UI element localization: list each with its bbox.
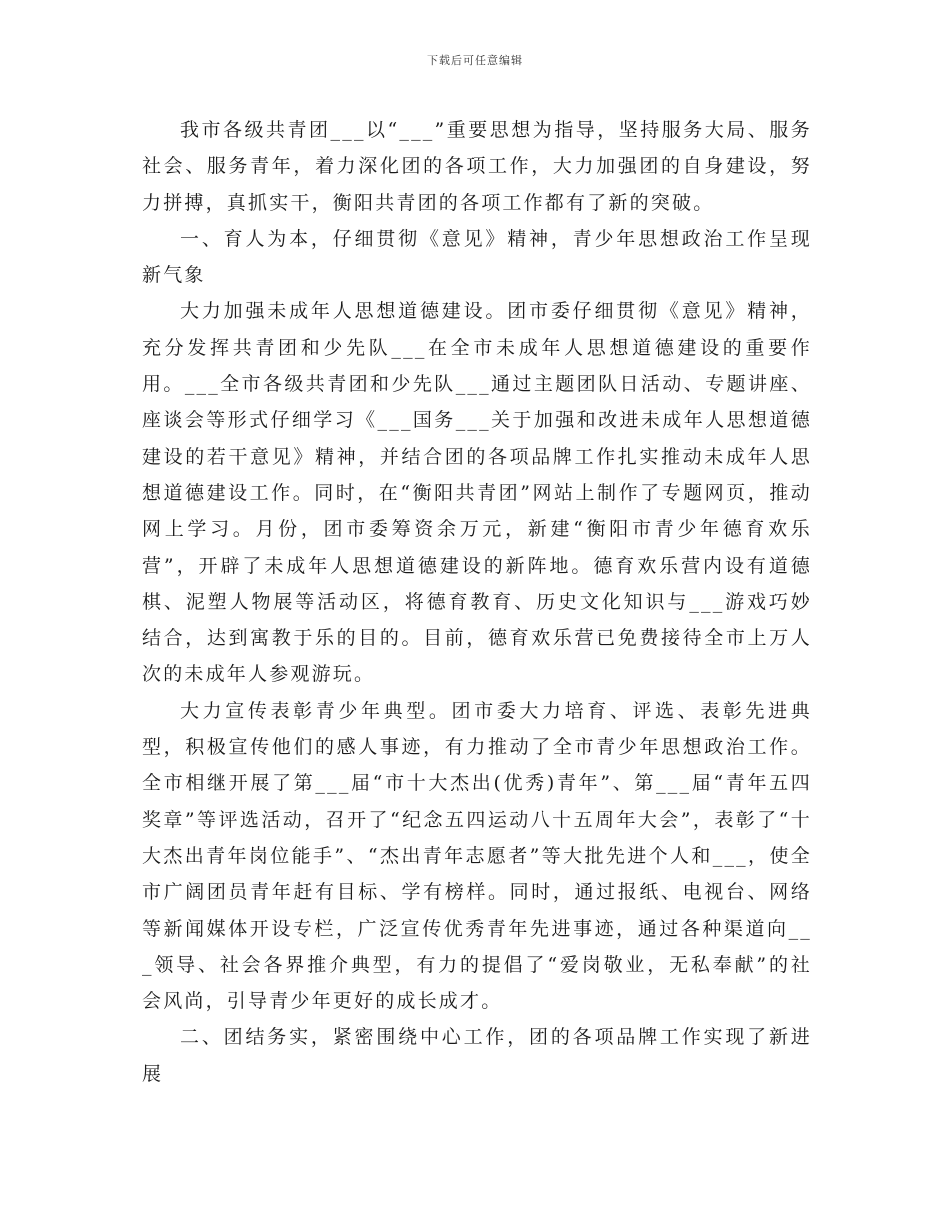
- paragraph-moral-education: 大力加强未成年人思想道德建设。团市委仔细贯彻《意见》精神，充分发挥共青团和少先队___在全市未成年人思想道德建设的重要作用。___全市各级共青团和少先队___通过主题团队日活动、专题讲座、座谈会等形式仔细学习《___国务___关于加强和改进未成年人思想道德建设的若干意见》精神，并结合团的各项品牌工作扎实推动未成年人思想道德建设工作。同时，在“衡阳共青团”网站上制作了专题网页，推动网上学习。月份，团市委筹资余万元，新建“衡阳市青少年德育欢乐营”，开辟了未成年人思想道德建设的新阵地。德育欢乐营内设有道德棋、泥塑人物展等活动区，将德育教育、历史文化知识与___游戏巧妙结合，达到寓教于乐的目的。目前，德育欢乐营已免费接待全市上万人次的未成年人参观游玩。: [142, 300, 812, 686]
- document-body: [142, 112, 812, 1092]
- page-header: 下载后可任意编辑: [427, 54, 523, 67]
- paragraph-youth-models: 大力宣传表彰青少年典型。团市委大力培育、评选、表彰先进典型，积极宣传他们的感人事迹，有力推动了全市青少年思想政治工作。全市相继开展了第___届“市十大杰出(优秀)青年”、第___届“青年五四奖章”等评选活动，召开了“纪念五四运动八十五周年大会”，表彰了“十大杰出青年岗位能手”、“杰出青年志愿者”等大批先进个人和___，使全市广阔团员青年赶有目标、学有榜样。同时，通过报纸、电视台、网络等新闻媒体开设专栏，广泛宣传优秀青年先进事迹，通过各种渠道向___领导、社会各界推介典型，有力的提倡了“爱岗敬业，无私奉献”的社会风尚，引导青少年更好的成长成才。: [142, 699, 812, 1013]
- paragraph-intro: 我市各级共青团___以“___”重要思想为指导，坚持服务大局、服务社会、服务青年，着力深化团的各项工作，大力加强团的自身建设，努力拼搏，真抓实干，衡阳共青团的各项工作都有了新的突破。: [142, 119, 812, 214]
- section-heading-2: 二、团结务实，紧密围绕中心工作，团的各项品牌工作实现了新进展: [142, 1026, 812, 1085]
- section-heading-1: 一、育人为本，仔细贯彻《意见》精神，青少年思想政治工作呈现新气象: [142, 227, 812, 287]
